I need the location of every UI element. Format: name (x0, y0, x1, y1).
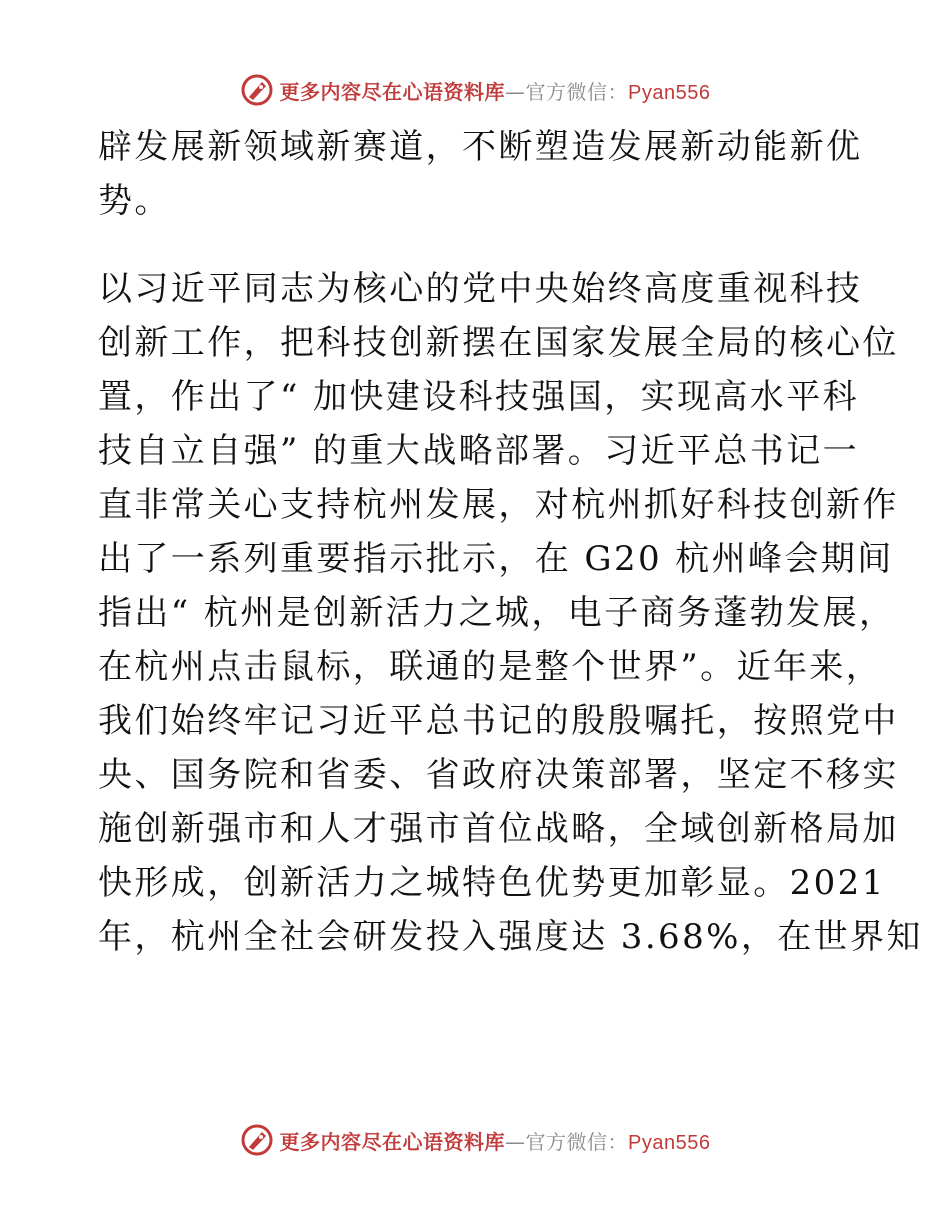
text-line: 技自立自强” 的重大战略部署。习近平总书记一 (98, 431, 859, 471)
paragraph (98, 262, 923, 964)
footer-watermark (0, 1120, 950, 1160)
header-watermark (0, 70, 950, 110)
text-line: 施创新强市和人才强市首位战略，全域创新格局加 (98, 809, 899, 849)
document-body (98, 120, 923, 964)
watermark-site-text: 更多内容尽在心语资料库 (279, 79, 506, 104)
text-line: 我们始终牢记习近平总书记的殷殷嘱托，按照党中 (98, 701, 899, 741)
watermark-wechat-id: Pyan556 (628, 1131, 711, 1154)
pen-nib-logo-icon (240, 73, 274, 107)
paragraph-gap (98, 228, 854, 262)
text-line: 出了一系列重要指示批示，在 G20 杭州峰会期间 (98, 539, 894, 579)
text-line: 置，作出了“ 加快建设科技强国，实现高水平科 (98, 377, 859, 417)
watermark-text (280, 76, 711, 105)
text-line: 势。 (98, 181, 171, 221)
text-line: 年，杭州全社会研发投入强度达 3.68%，在世界知 (98, 917, 923, 957)
watermark-wechat-label: 官方微信： (525, 79, 629, 104)
text-line: 央、国务院和省委、省政府决策部署，坚定不移实 (98, 755, 899, 795)
watermark-wechat-id: Pyan556 (628, 81, 711, 104)
pen-nib-logo-icon (240, 1123, 274, 1157)
watermark-separator: — (505, 1129, 526, 1154)
paragraph (98, 120, 863, 228)
text-line: 指出“ 杭州是创新活力之城，电子商务蓬勃发展， (98, 593, 896, 633)
text-line: 创新工作，把科技创新摆在国家发展全局的核心位 (98, 323, 899, 363)
text-line: 直非常关心支持杭州发展，对杭州抓好科技创新作 (98, 485, 899, 525)
watermark-separator: — (505, 79, 526, 104)
watermark-text (280, 1126, 711, 1155)
text-line: 辟发展新领域新赛道，不断塑造发展新动能新优 (98, 127, 863, 167)
watermark-wechat-label: 官方微信： (525, 1129, 629, 1154)
text-line: 在杭州点击鼠标，联通的是整个世界”。近年来， (98, 647, 883, 687)
text-line: 以习近平同志为核心的党中央始终高度重视科技 (98, 269, 863, 309)
watermark-site-text: 更多内容尽在心语资料库 (279, 1129, 506, 1154)
text-line: 快形成，创新活力之城特色优势更加彰显。2021 (98, 863, 886, 903)
